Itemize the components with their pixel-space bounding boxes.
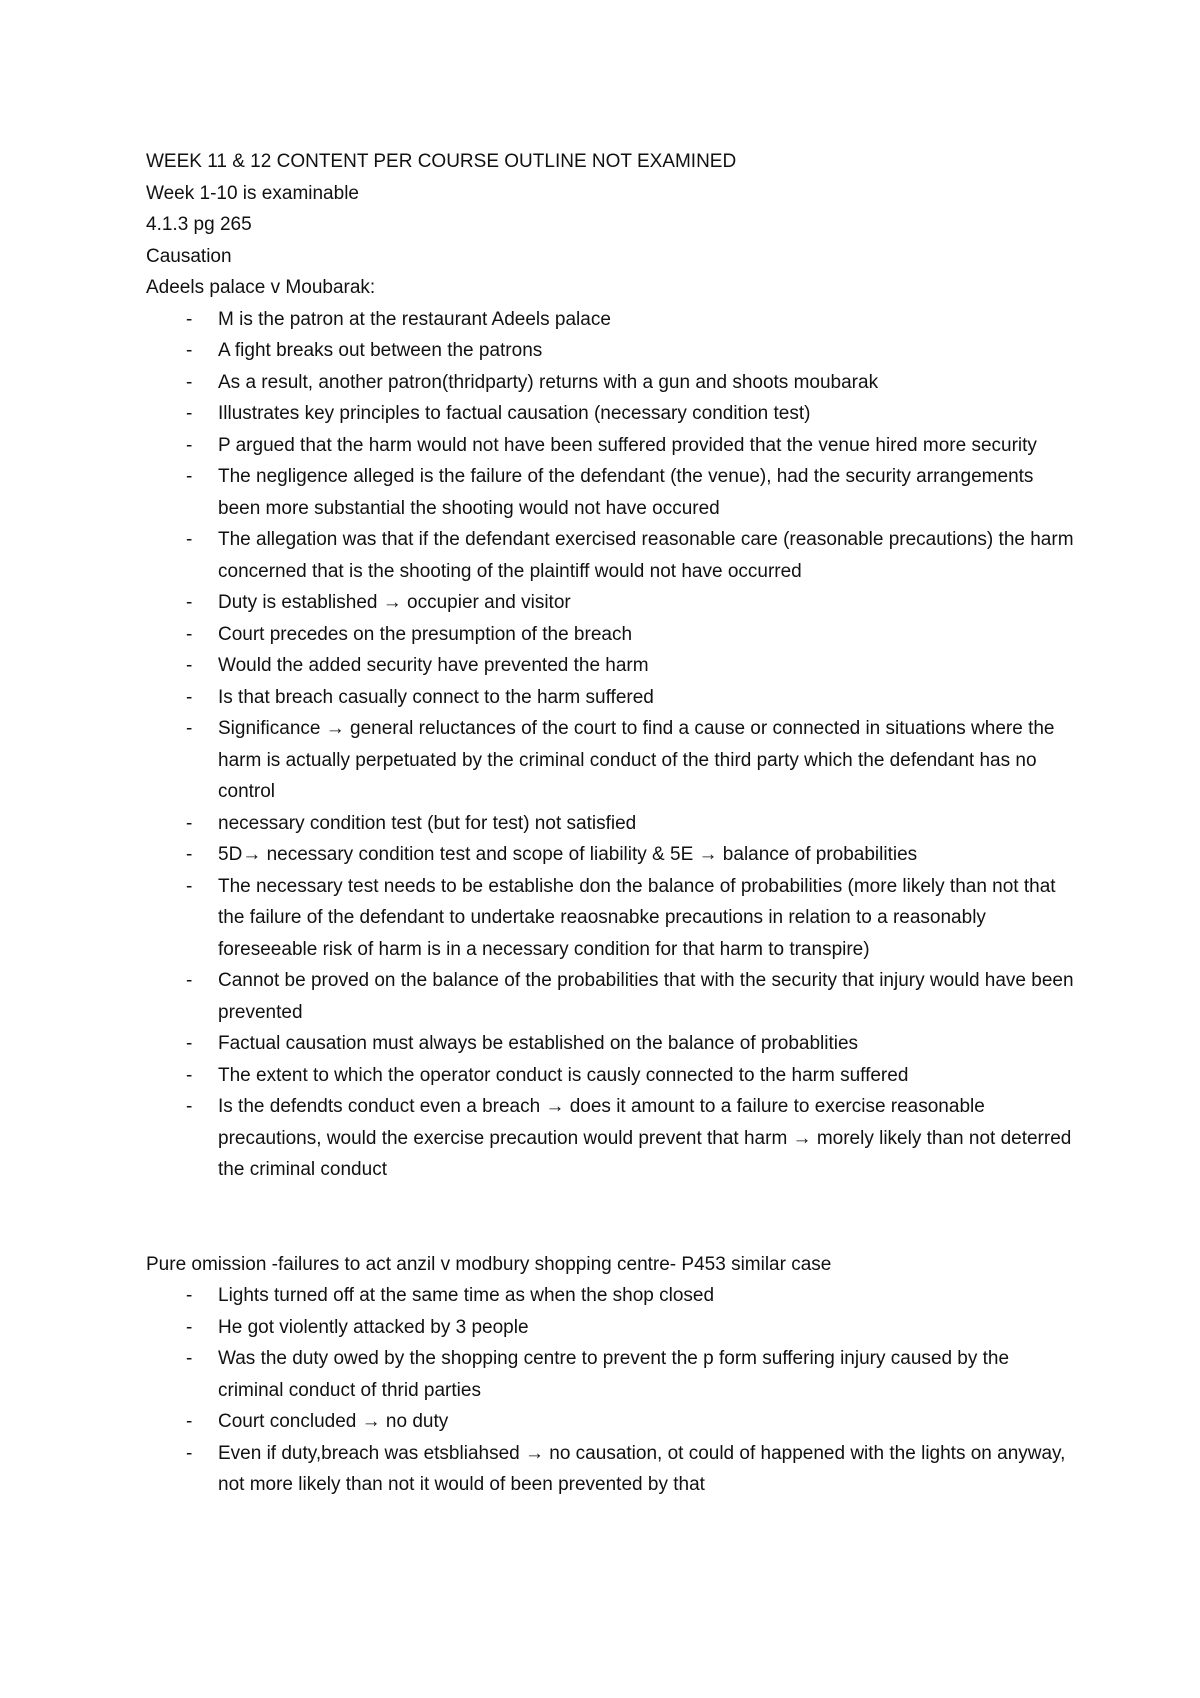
list-item xyxy=(146,1343,1076,1406)
bullet-marker: - xyxy=(186,529,193,550)
list-item xyxy=(146,430,1076,462)
list-item xyxy=(146,808,1076,840)
list-item-text: The extent to which the operator conduct is causly connected to the harm suffered xyxy=(218,1064,909,1086)
bullet-marker: - xyxy=(186,844,193,865)
list-item-text: Court precedes on the presumption of the breach xyxy=(218,623,633,645)
bullet-marker: - xyxy=(186,371,193,393)
list-item xyxy=(146,1028,1076,1060)
bullet-marker: - xyxy=(186,340,193,361)
bullet-marker: - xyxy=(186,623,193,645)
list-item xyxy=(146,398,1076,430)
list-item xyxy=(146,367,1076,399)
list-item xyxy=(146,839,1076,871)
list-item xyxy=(146,1280,1076,1312)
bullet-marker: - xyxy=(186,970,193,991)
topic-heading: Causation xyxy=(146,245,232,267)
bullet-marker: - xyxy=(186,686,193,708)
list-item xyxy=(146,1060,1076,1092)
list-item xyxy=(146,650,1076,682)
list-item xyxy=(146,619,1076,651)
list-item-text: Illustrates key principles to factual causation (necessary condition test) xyxy=(218,403,811,424)
list-item-text: The necessary test needs to be establishe don the balance of probabilities (more likely than not that the failure of the defendant to undertake reaosnabke precautions in relation to a reasonably foreseeable risk of harm is in a necessary condition for that harm to transpire) xyxy=(218,875,1056,960)
bullet-marker: - xyxy=(186,1411,193,1432)
list-item xyxy=(146,461,1076,524)
list-item-text: Is that breach casually connect to the harm suffered xyxy=(218,686,654,708)
list-item-text: Is the defendts conduct even a breach → does it amount to a failure to exercise reasonable precautions, would the exercise precaution would prevent that harm → morely likely than not deterred the criminal conduct xyxy=(218,1096,1072,1180)
list-item xyxy=(146,304,1076,336)
document-body xyxy=(146,146,1076,1501)
bullet-marker: - xyxy=(186,655,193,676)
document-title: WEEK 11 & 12 CONTENT PER COURSE OUTLINE NOT EXAMINED xyxy=(146,151,737,172)
bullet-marker: - xyxy=(186,466,193,487)
list-item xyxy=(146,871,1076,966)
bullet-marker: - xyxy=(186,1064,193,1086)
section-spacer xyxy=(146,1186,1076,1249)
list-item xyxy=(146,682,1076,714)
list-item xyxy=(146,1406,1076,1438)
list-item xyxy=(146,1312,1076,1344)
bullet-marker: - xyxy=(186,403,193,424)
bullet-marker: - xyxy=(186,875,193,897)
bullet-marker: - xyxy=(186,1348,193,1369)
list-item-text: Duty is established → occupier and visitor xyxy=(218,592,571,613)
bullet-marker: - xyxy=(186,308,193,330)
list-item-text: A fight breaks out between the patrons xyxy=(218,340,543,361)
case-heading: Adeels palace v Moubarak: xyxy=(146,277,376,298)
list-item xyxy=(146,587,1076,619)
bullet-marker: - xyxy=(186,1096,193,1117)
list-item-text: Lights turned off at the same time as when the shop closed xyxy=(218,1285,715,1306)
omission-notes-list xyxy=(146,1280,1076,1501)
bullet-marker: - xyxy=(186,1033,193,1054)
list-item-text: The negligence alleged is the failure of the defendant (the venue), had the security arrangements been more substantial the shooting would not have occured xyxy=(218,466,1034,519)
list-item-text: He got violently attacked by 3 people xyxy=(218,1316,529,1338)
bullet-marker: - xyxy=(186,434,193,456)
list-item-text: Would the added security have prevented the harm xyxy=(218,655,649,676)
list-item xyxy=(146,1438,1076,1501)
list-item-text: The allegation was that if the defendant exercised reasonable care (reasonable precautions) the harm concerned that is the shooting of the plaintiff would not have occurred xyxy=(218,529,1074,582)
list-item-text: Court concluded → no duty xyxy=(218,1411,449,1432)
list-item-text: Even if duty,breach was etsbliahsed → no causation, ot could of happened with the lights on anyway, not more likely than not it would of been prevented by that xyxy=(218,1442,1066,1495)
bullet-marker: - xyxy=(186,1442,193,1464)
section2-heading: Pure omission -failures to act anzil v modbury shopping centre- P453 similar case xyxy=(146,1253,832,1275)
list-item-text: Significance → general reluctances of the court to find a cause or connected in situations where the harm is actually perpetuated by the criminal conduct of the third party which the defendant has no control xyxy=(218,718,1055,802)
bullet-marker: - xyxy=(186,718,193,739)
bullet-marker: - xyxy=(186,1316,193,1338)
list-item-text: Factual causation must always be established on the balance of probablities xyxy=(218,1033,859,1054)
list-item xyxy=(146,713,1076,808)
list-item-text: necessary condition test (but for test) not satisfied xyxy=(218,812,637,834)
page-reference: 4.1.3 pg 265 xyxy=(146,214,252,235)
list-item-text: As a result, another patron(thridparty) returns with a gun and shoots moubarak xyxy=(218,371,879,393)
list-item-text: P argued that the harm would not have been suffered provided that the venue hired more security xyxy=(218,434,1037,456)
list-item-text: Cannot be proved on the balance of the probabilities that with the security that injury would have been prevented xyxy=(218,970,1074,1023)
case-notes-list xyxy=(146,304,1076,1186)
list-item-text: Was the duty owed by the shopping centre to prevent the p form suffering injury caused by the criminal conduct of thrid parties xyxy=(218,1348,1010,1401)
bullet-marker: - xyxy=(186,592,193,613)
examinable-note: Week 1-10 is examinable xyxy=(146,182,359,204)
list-item xyxy=(146,524,1076,587)
list-item xyxy=(146,965,1076,1028)
bullet-marker: - xyxy=(186,812,193,834)
list-item xyxy=(146,335,1076,367)
list-item-text: M is the patron at the restaurant Adeels palace xyxy=(218,308,611,330)
list-item xyxy=(146,1091,1076,1186)
list-item-text: 5D→ necessary condition test and scope of liability & 5E → balance of probabilities xyxy=(218,844,918,865)
bullet-marker: - xyxy=(186,1285,193,1306)
